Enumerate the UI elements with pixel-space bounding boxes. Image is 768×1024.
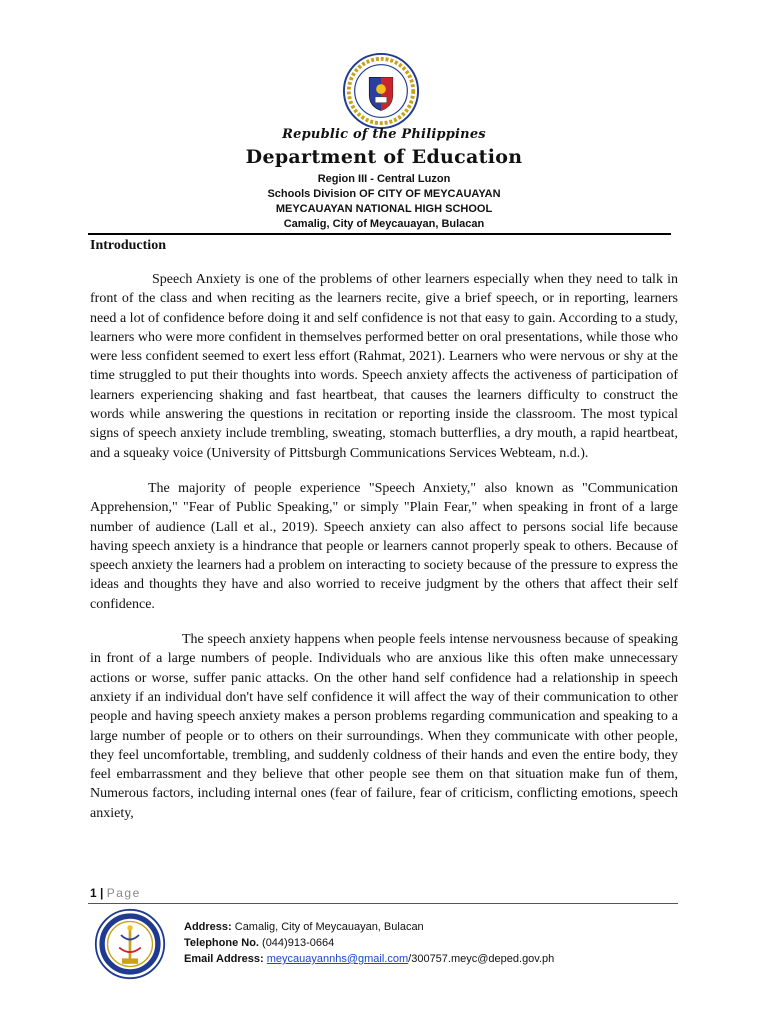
deped-seal-logo [342, 52, 420, 130]
email-label: Email Address: [184, 953, 264, 965]
header-divider [88, 233, 671, 235]
telephone-value: (044)913-0664 [262, 937, 335, 949]
footer-divider [88, 903, 678, 904]
school-seal-logo [94, 908, 166, 980]
section-title: Introduction [90, 238, 166, 253]
email-rest: /300757.meyc@deped.gov.ph [408, 953, 555, 965]
republic-heading: Republic of the Philippines [282, 127, 486, 142]
telephone-line [184, 935, 554, 951]
address-value: Camalig, City of Meycauayan, Bulacan [234, 921, 424, 933]
page-word: Page [106, 886, 141, 900]
location-line: Camalig, City of Meycauayan, Bulacan [283, 218, 485, 230]
paragraph-3: The speech anxiety happens when people feels intense nervousness because of speaking in front of a large numbers of people. Individuals who are anxious like this often make unnecessary actions or worse, suffer panic attacks. On the other hand self confidence had a relationship in speech anxiety if an individual don't have self confidence it will affect the way of their communication to other people and having speech anxiety makes a person problems regarding communication and speaking to a large number of people or to others on their surroundings. When they communicate with other people, they feel uncomfortable, trembling, and suddenly coldness of their hands and even the entire body, they feel embarrassment and they believe that other people see them on that situation make fun of them, Numerous factors, including internal ones (fear of failure, fear of criticism, conflicting emotions, speech anxiety, [90, 632, 678, 821]
page-number [90, 886, 141, 900]
division-line: Schools Division OF CITY OF MEYCAUAYAN [267, 188, 501, 200]
page-separator: | [100, 886, 104, 900]
school-line: MEYCAUAYAN NATIONAL HIGH SCHOOL [275, 203, 493, 215]
telephone-label: Telephone No. [184, 937, 259, 949]
email-link[interactable]: meycauayannhs@gmail.com [266, 953, 409, 965]
address-label: Address: [184, 921, 232, 933]
address-line [184, 919, 554, 935]
email-line [184, 951, 554, 967]
department-heading: Department of Education [245, 146, 523, 168]
paragraph-2: The majority of people experience "Speech Anxiety," also known as "Communication Apprehension," "Fear of Public Speaking," or simply "Plain Fear," when speaking in front of a large number of audience (Lall et al., 2019). Speech anxiety can also affect to persons social life because having speech anxiety is a hindrance that people or learners cannot properly speak to others. Because of speech anxiety the learners had a problem on interacting to society because of the pressure to express the ideas and thoughts they have and also worried to receive judgment by the others that affect their self confidence. [90, 480, 678, 612]
contact-footer [184, 919, 554, 967]
page-number-value: 1 [90, 886, 97, 900]
paragraph-1: Speech Anxiety is one of the problems of other learners especially when they need to talk in front of the class and when reciting as the learners recite, give a brief speech, or in reporting, learners need a lot of confidence before doing it and self confidence is not that easy to gain. According to a study, learners who were more confident in themselves performed better on oral presentations, while those who were less confident seemed to exert less effort (Rahmat, 2021). Learners who were nervous or shy at the time struggled to put their thoughts into words. Speech anxiety affects the activeness of participation of learners experiencing shaking and fast heartbeat, that causes the learners difficulty to construct the words while answering the questions in recitation or reporting inside the classroom. The most typical signs of speech anxiety include trembling, sweating, stomach butterflies, a dry mouth, a rapid heartbeat, and a squeaky voice (University of Pittsburgh Communications Services Webteam, n.d.). [90, 272, 678, 461]
document-body [90, 270, 678, 839]
region-line: Region III - Central Luzon [317, 173, 451, 185]
